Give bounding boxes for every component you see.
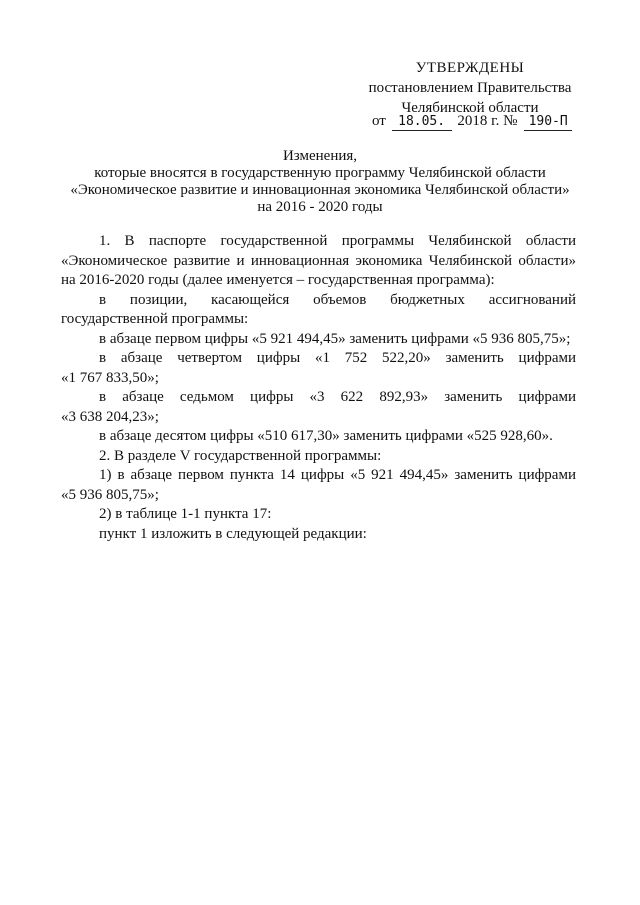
document-heading bbox=[40, 148, 600, 216]
paragraph-10: пункт 1 изложить в следующей редакции: bbox=[99, 525, 367, 542]
paragraph-4-line-2: «1 767 833,50»; bbox=[61, 369, 159, 386]
paragraph-6: в абзаце десятом цифры «510 617,30» заменить цифрами «525 928,60». bbox=[99, 428, 553, 444]
document-body bbox=[61, 232, 576, 544]
heading-line-1: Изменения, bbox=[282, 148, 358, 164]
year-text: 2018 г. № bbox=[457, 113, 518, 129]
handwritten-number: 190-П bbox=[524, 114, 572, 131]
paragraph-7: 2. В разделе V государственной программы: bbox=[99, 447, 382, 464]
approval-date-line bbox=[372, 111, 572, 131]
paragraph-3: в абзаце первом цифры «5 921 494,45» заменить цифрами «5 936 805,75»; bbox=[99, 330, 571, 347]
date-prefix: от bbox=[372, 113, 386, 129]
heading-line-2: которые вносятся в государственную программу Челябинской области bbox=[94, 165, 546, 181]
paragraph-5-line-1: в абзаце седьмом цифры «3 622 892,93» заменить цифрами bbox=[99, 389, 576, 405]
approval-stamp bbox=[350, 58, 590, 118]
paragraph-5-line-2: «3 638 204,23»; bbox=[61, 408, 159, 425]
paragraph-1-line-2: «Экономическое развитие и инновационная экономика Челябинской области» bbox=[61, 252, 576, 269]
handwritten-date: 18.05. bbox=[392, 114, 452, 131]
paragraph-4-line-1: в абзаце четвертом цифры «1 752 522,20» заменить цифрами bbox=[99, 350, 576, 366]
paragraph-2-line-1: в позиции, касающейся объемов бюджетных ассигнований bbox=[99, 291, 576, 308]
heading-line-4: на 2016 - 2020 годы bbox=[257, 199, 383, 215]
paragraph-1-line-3: на 2016-2020 годы (далее именуется – государственная программа): bbox=[61, 272, 495, 288]
heading-line-3: «Экономическое развитие и инновационная экономика Челябинской области» bbox=[70, 182, 570, 198]
paragraph-1-line-1: 1. В паспорте государственной программы Челябинской области bbox=[99, 233, 576, 249]
approval-title: УТВЕРЖДЕНЫ bbox=[415, 60, 525, 76]
approval-line-2: Челябинской области bbox=[401, 100, 539, 116]
approval-line-1: постановлением Правительства bbox=[368, 80, 572, 96]
paragraph-8-line-2: «5 936 805,75»; bbox=[61, 486, 159, 503]
paragraph-2-line-2: государственной программы: bbox=[61, 311, 249, 327]
paragraph-9: 2) в таблице 1-1 пункта 17: bbox=[99, 506, 272, 522]
paragraph-8-line-1: 1) в абзаце первом пункта 14 цифры «5 921 494,45» заменить цифрами bbox=[99, 467, 576, 483]
